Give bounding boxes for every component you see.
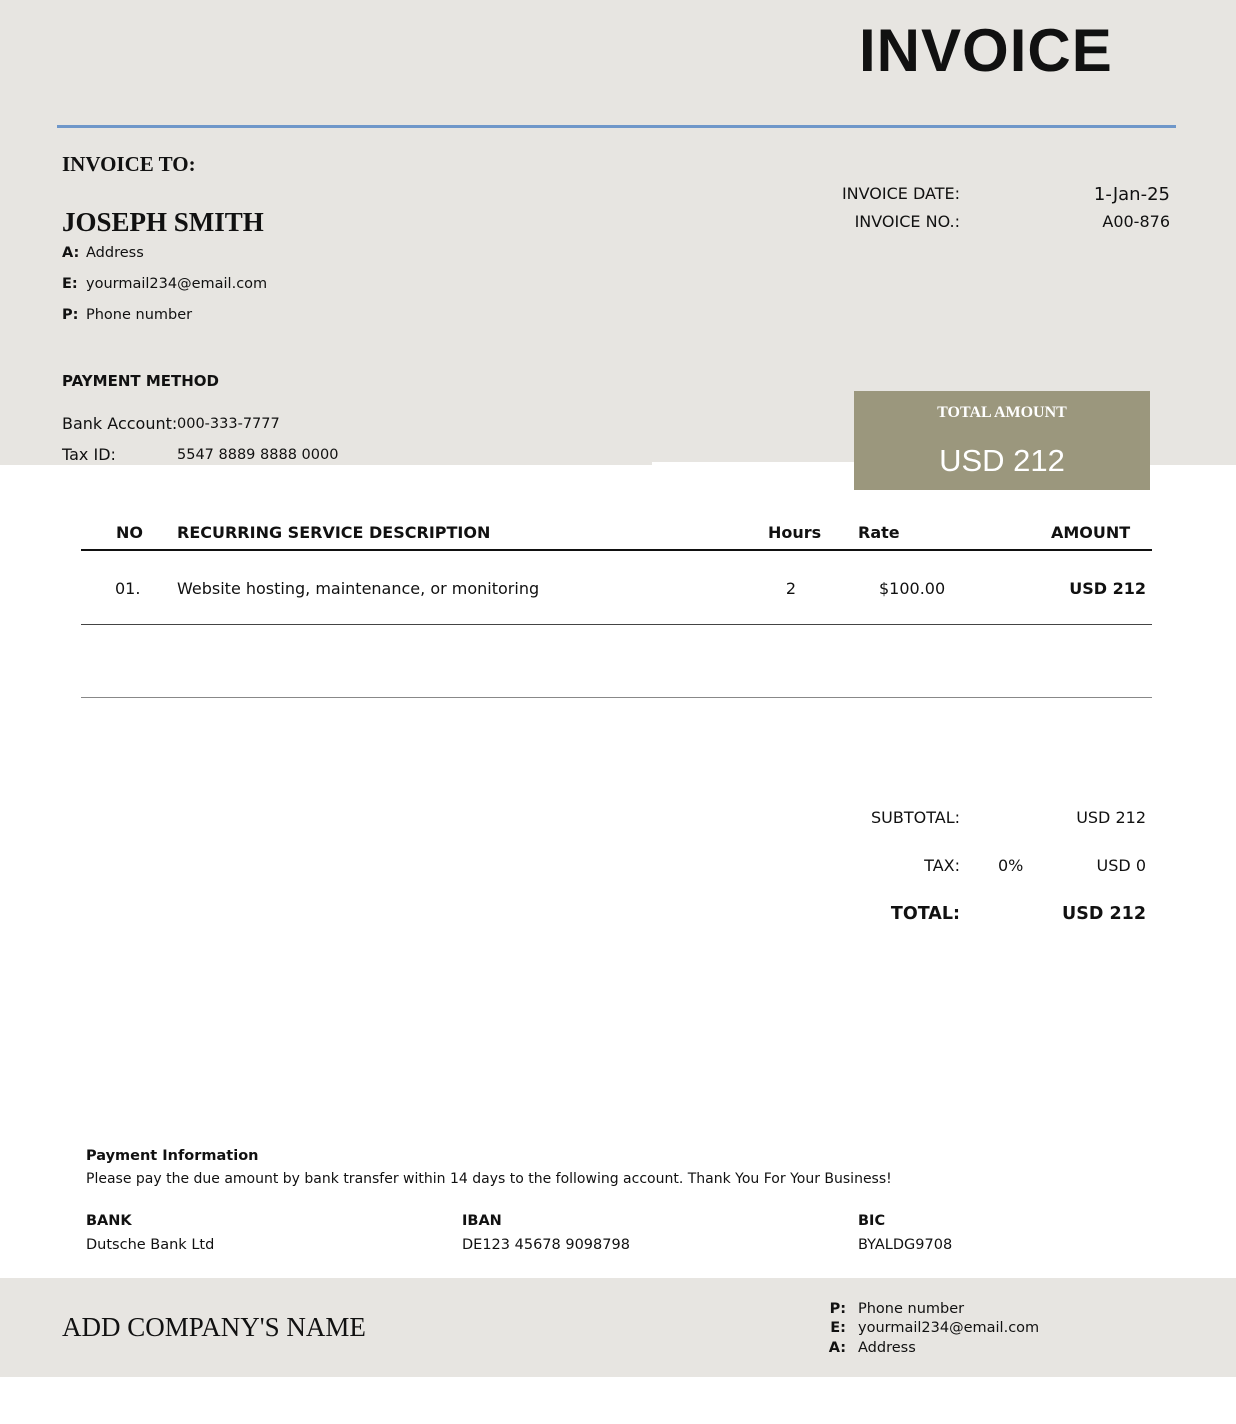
tax-id-value: 5547 8889 8888 0000 — [177, 447, 339, 463]
col-rate-header: Rate — [858, 523, 900, 542]
row-description: Website hosting, maintenance, or monitoring — [177, 579, 540, 598]
invoice-to-heading: INVOICE TO: — [62, 152, 196, 176]
payment-info-heading: Payment Information — [86, 1148, 259, 1164]
footer-email-label: E: — [830, 1320, 846, 1336]
subtotal-value: USD 212 — [1076, 808, 1146, 827]
bank-name: Dutsche Bank Ltd — [86, 1237, 215, 1253]
payment-info-text: Please pay the due amount by bank transfer within 14 days to the following account. Thank You For Your Business! — [86, 1171, 892, 1187]
row-no: 01. — [115, 579, 141, 598]
footer-phone-label: P: — [829, 1301, 846, 1317]
total-amount-box — [854, 391, 1150, 490]
table-header-rule — [81, 549, 1152, 551]
total-value: USD 212 — [1062, 904, 1146, 924]
client-name: JOSEPH SMITH — [62, 207, 264, 237]
total-label: TOTAL: — [890, 904, 960, 924]
footer-address-label: A: — [828, 1340, 846, 1356]
phone-label: P: — [62, 307, 79, 323]
table-row-divider — [81, 624, 1152, 625]
tax-id-label: Tax ID: — [62, 445, 116, 464]
client-phone: Phone number — [86, 307, 193, 323]
row-rate: $100.00 — [879, 579, 946, 598]
row-amount: USD 212 — [1069, 579, 1146, 598]
bic-label: BIC — [858, 1213, 886, 1229]
bic-value: BYALDG9708 — [858, 1237, 953, 1253]
tax-label: TAX: — [924, 856, 960, 875]
address-label: A: — [62, 245, 80, 261]
bank-label: BANK — [86, 1213, 132, 1229]
header-divider — [57, 125, 1176, 128]
email-label: E: — [62, 276, 78, 292]
invoice-number: A00-876 — [1102, 212, 1170, 231]
bank-account-value: 000-333-7777 — [177, 416, 280, 432]
footer-phone: Phone number — [858, 1301, 965, 1317]
subtotal-label: SUBTOTAL: — [871, 808, 960, 827]
col-no-header: NO — [116, 523, 143, 542]
footer-address: Address — [858, 1340, 916, 1356]
invoice-title: INVOICE — [859, 17, 1113, 84]
invoice-date-label: INVOICE DATE: — [841, 184, 960, 203]
invoice-date: 1-Jan-25 — [1093, 184, 1170, 205]
tax-rate: 0% — [998, 856, 1024, 875]
iban-value: DE123 45678 9098798 — [462, 1237, 630, 1253]
bank-account-label: Bank Account: — [62, 414, 178, 433]
client-email: yourmail234@email.com — [86, 276, 268, 292]
company-name: ADD COMPANY'S NAME — [62, 1312, 366, 1342]
invoice-number-label: INVOICE NO.: — [854, 212, 960, 231]
iban-label: IBAN — [462, 1213, 502, 1229]
total-amount-label: TOTAL AMOUNT — [937, 404, 1067, 421]
total-amount-value: USD 212 — [939, 443, 1065, 478]
footer-email: yourmail234@email.com — [858, 1320, 1040, 1336]
col-hours-header: Hours — [768, 523, 822, 542]
col-description-header: RECURRING SERVICE DESCRIPTION — [177, 523, 491, 542]
payment-method-heading: PAYMENT METHOD — [62, 372, 219, 390]
client-address: Address — [86, 245, 144, 261]
col-amount-header: AMOUNT — [1051, 523, 1131, 542]
row-hours: 2 — [785, 579, 797, 598]
tax-value: USD 0 — [1096, 856, 1146, 875]
table-bottom-rule — [81, 697, 1152, 698]
panel-notch — [652, 462, 854, 468]
